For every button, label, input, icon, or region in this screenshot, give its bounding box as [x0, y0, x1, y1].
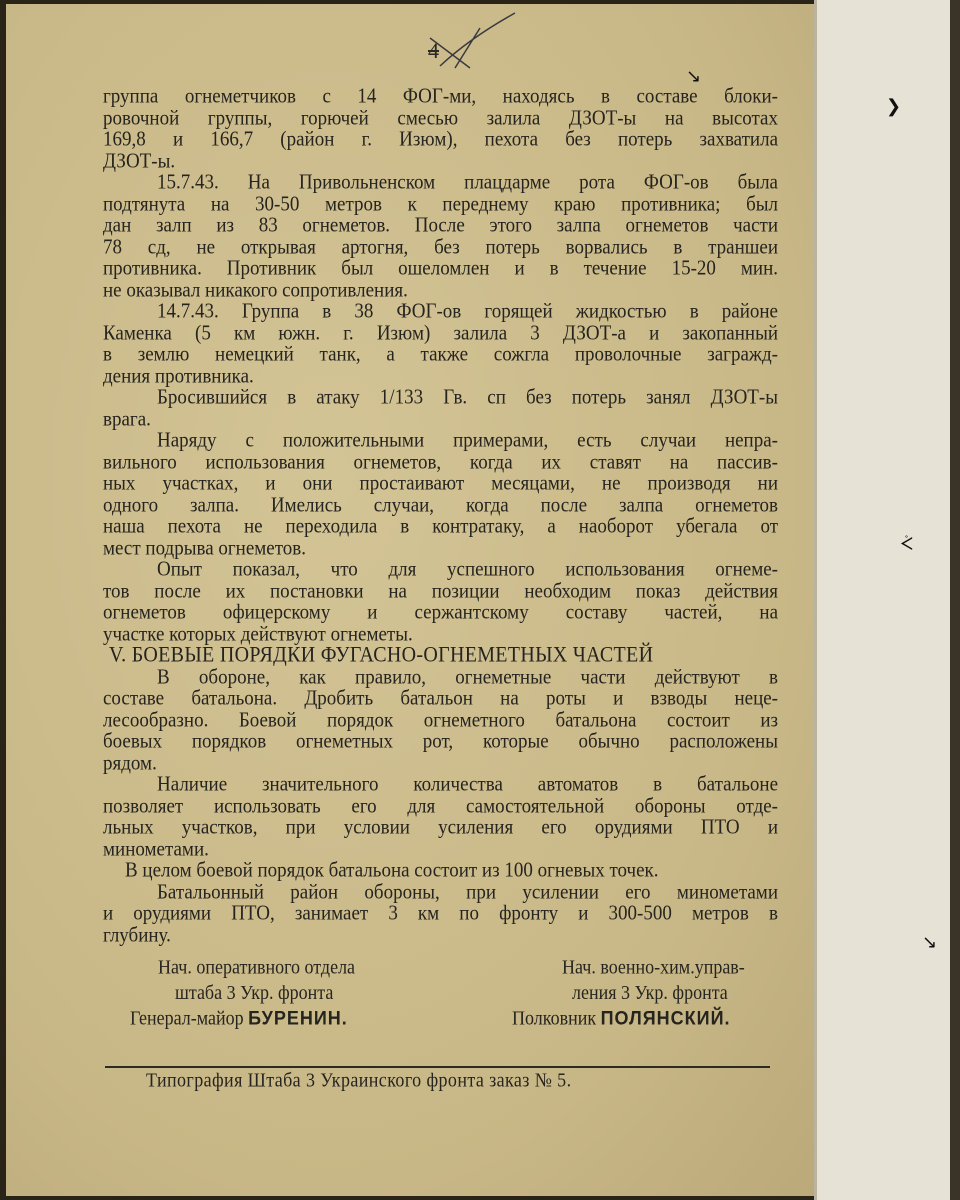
page-number: 4	[428, 38, 439, 63]
document-body	[103, 86, 778, 946]
footer-divider	[105, 1066, 770, 1068]
text-line: 78 сд, не открывая артогня, без потерь ворвались в траншеи	[103, 235, 778, 259]
text-line: Наряду с положительными примерами, есть случаи непра-	[157, 428, 778, 453]
scan-edge	[950, 0, 960, 1200]
text-line: подтянута на 30-50 метров к переднему краю противника; был	[103, 192, 778, 216]
paper-margin-strip	[814, 0, 957, 1200]
ink-mark: ↘	[922, 932, 938, 952]
text-line: дения противника.	[103, 364, 254, 388]
text-line: позволяет использовать его для самостоятельной обороны отде-	[103, 794, 778, 818]
text-line: ровочной группы, горючей смесью залила ДЗОТ-ы на высотах	[103, 106, 778, 130]
ink-mark: ❯	[886, 96, 902, 116]
signature-title: штаба 3 Укр. фронта	[175, 981, 334, 1004]
text-line: и орудиями ПТО, занимает 3 км по фронту и 300-500 метров в	[103, 901, 778, 926]
text-line: 14.7.43. Группа в 38 ФОГ-ов горящей жидкостью в районе	[157, 299, 778, 324]
signature-title: Нач. военно-хим.управ-	[562, 956, 745, 979]
text-line: не оказывал никакого сопротивления.	[103, 278, 408, 302]
text-line: ДЗОТ-ы.	[103, 149, 176, 173]
text-line: в землю немецкий танк, а также сожгла проволочные загражд-	[103, 342, 778, 367]
text-line: врага.	[103, 407, 151, 431]
text-line: 15.7.43. На Привольненском плацдарме рота ФОГ-ов была	[157, 170, 778, 195]
signature-left	[130, 955, 355, 1031]
text-line: рядом.	[103, 751, 157, 775]
text-line: Наличие значительного количества автоматов в батальоне	[157, 772, 778, 797]
signature-rank: Полковник	[512, 1006, 597, 1029]
text-line: В целом боевой порядок батальона состоит из 100 огневых точек.	[125, 858, 659, 883]
text-line: ных участках, и они простаивают месяцами, не производя ни	[103, 471, 778, 496]
text-line: льных участков, при условии усиления его орудиями ПТО и	[103, 815, 778, 840]
text-line: 169,8 и 166,7 (район г. Изюм), пехота без потерь захватила	[103, 127, 778, 152]
text-line: минометами.	[103, 837, 209, 861]
section-heading: V. БОЕВЫЕ ПОРЯДКИ ФУГАСНО-ОГНЕМЕТНЫХ ЧАСТЕЙ	[109, 642, 654, 668]
text-line: боевых порядков огнеметных рот, которые обычно расположены	[103, 729, 778, 754]
signature-title: ления 3 Укр. фронта	[572, 981, 728, 1004]
text-line: противника. Противник был ошеломлен и в течение 15-20 мин.	[103, 256, 778, 281]
signature-right	[512, 955, 745, 1031]
text-line: тов после их постановки на позиции необходим показ действия	[103, 579, 778, 603]
text-line: Батальонный район обороны, при усилении его минометами	[157, 880, 778, 904]
signature-title: Нач. оперативного отдела	[158, 956, 356, 979]
text-line: лесообразно. Боевой порядок огнеметного батальона состоит из	[103, 708, 778, 732]
text-line: Опыт показал, что для успешного использования огнеме-	[157, 557, 778, 582]
signature-name: БУРЕНИН.	[248, 1006, 348, 1029]
text-line: составе батальона. Дробить батальон на роты и взводы неце-	[103, 686, 778, 711]
signature-name: ПОЛЯНСКИЙ.	[600, 1006, 731, 1029]
text-line: наша пехота не переходила в контратаку, а наоборот убегала от	[103, 514, 778, 539]
signature-rank: Генерал-майор	[130, 1006, 244, 1029]
text-line: огнеметов офицерскому и сержантскому составу частей, на	[103, 600, 778, 625]
text-line: участке которых действуют огнеметы.	[103, 622, 413, 646]
text-line: В обороне, как правило, огнеметные части действуют в	[157, 665, 778, 689]
ink-mark: ᢵ	[900, 534, 914, 554]
text-line: Бросившийся в атаку 1/133 Гв. сп без потерь занял ДЗОТ-ы	[157, 385, 778, 410]
text-line: вильного использования огнеметов, когда их ставят на пассив-	[103, 450, 778, 474]
ink-mark: ↘	[686, 66, 702, 86]
text-line: дан залп из 83 огнеметов. После этого залпа огнеметов части	[103, 213, 778, 238]
text-line: группа огнеметчиков с 14 ФОГ-ми, находясь в составе блоки-	[103, 84, 778, 109]
text-line: мест подрыва огнеметов.	[103, 536, 306, 560]
text-line: глубину.	[103, 923, 171, 947]
text-line: Каменка (5 км южн. г. Изюм) залила 3 ДЗОТ-а и закопанный	[103, 321, 778, 345]
text-line: одного залпа. Имелись случаи, когда после залпа огнеметов	[103, 493, 778, 517]
printer-footer: Типография Штаба 3 Украинского фронта заказ № 5.	[146, 1068, 572, 1091]
